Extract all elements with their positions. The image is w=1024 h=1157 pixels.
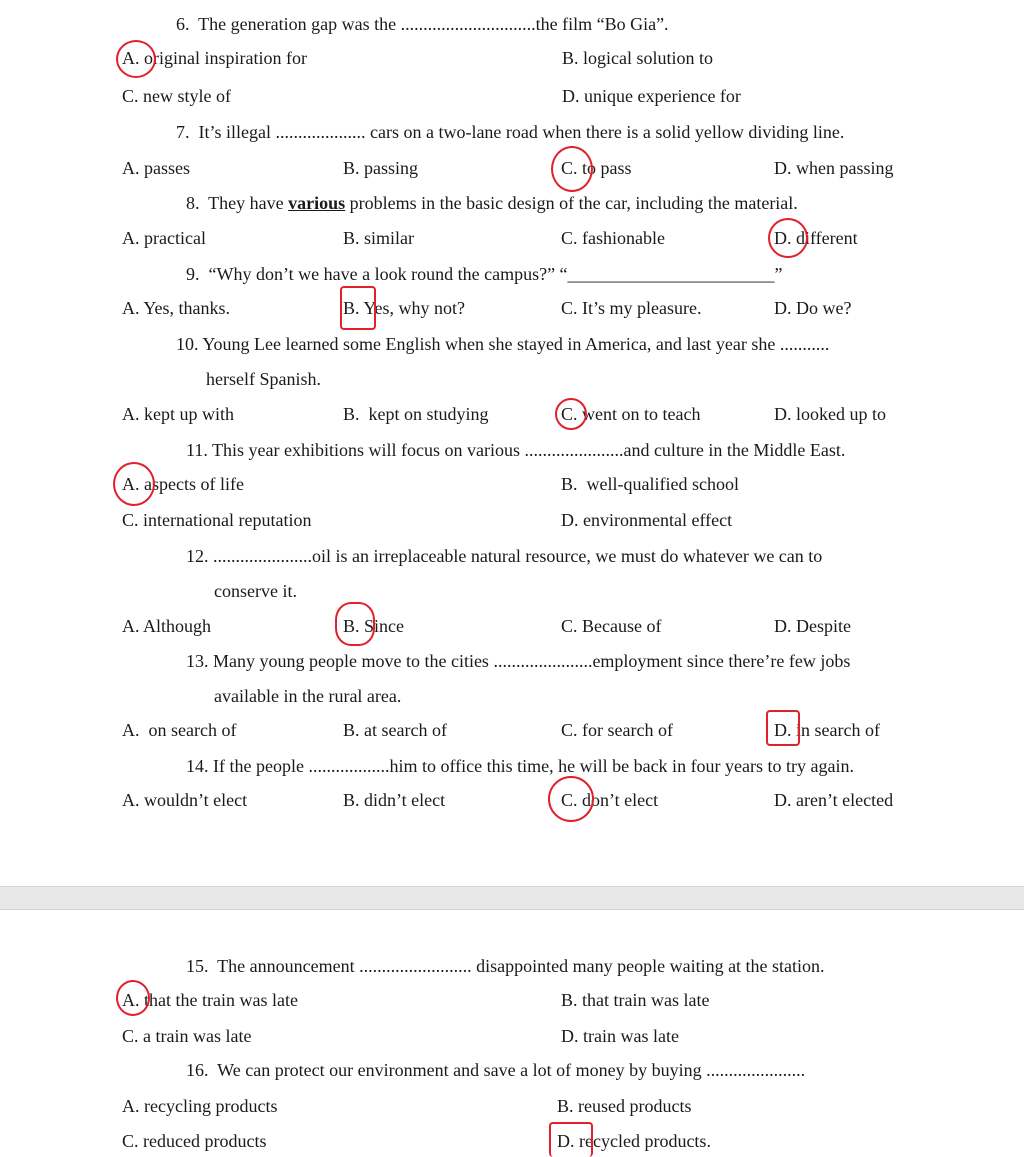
page-separator: [0, 886, 1024, 910]
question-10-stem-cont: herself Spanish.: [206, 369, 321, 389]
question-6-stem: 6. The generation gap was the ..............................the film “Bo Gia”.: [176, 14, 669, 34]
q11-option-c[interactable]: C. international reputation: [122, 510, 312, 530]
q9-option-a[interactable]: A. Yes, thanks.: [122, 298, 231, 318]
question-8-stem: [186, 193, 798, 213]
q11-option-b[interactable]: B. well-qualified school: [561, 474, 739, 494]
q10-option-d[interactable]: D. looked up to: [774, 404, 886, 424]
q12-option-b[interactable]: B. Since: [343, 616, 404, 636]
question-7-stem: 7. It’s illegal .................... cars on a two-lane road when there is a solid yellow dividing line.: [176, 122, 845, 142]
question-12-stem-cont: conserve it.: [214, 581, 297, 601]
q12-option-a[interactable]: A. Although: [122, 616, 212, 636]
q8-stem-pre: 8. They have: [186, 193, 289, 213]
q8-option-d[interactable]: D. different: [774, 228, 858, 248]
q9-option-d[interactable]: D. Do we?: [774, 298, 852, 318]
q12-option-c[interactable]: C. Because of: [561, 616, 662, 636]
q12-option-d[interactable]: D. Despite: [774, 616, 851, 636]
q8-option-a[interactable]: A. practical: [122, 228, 206, 248]
q13-option-b[interactable]: B. at search of: [343, 720, 447, 740]
q14-option-c[interactable]: C. don’t elect: [561, 790, 659, 810]
question-15-stem: 15. The announcement ......................... disappointed many people waiting at the station.: [186, 956, 825, 976]
q16-option-d[interactable]: D. recycled products.: [557, 1131, 711, 1151]
q13-option-a[interactable]: A. on search of: [122, 720, 237, 740]
question-10-stem: 10. Young Lee learned some English when she stayed in America, and last year she ...........: [176, 334, 830, 354]
q8-option-b[interactable]: B. similar: [343, 228, 414, 248]
q7-option-a[interactable]: A. passes: [122, 158, 190, 178]
q10-option-b[interactable]: B. kept on studying: [343, 404, 489, 424]
q16-option-c[interactable]: C. reduced products: [122, 1131, 267, 1151]
q9-option-c[interactable]: C. It’s my pleasure.: [561, 298, 702, 318]
q16-option-b[interactable]: B. reused products: [557, 1096, 692, 1116]
q15-option-b[interactable]: B. that train was late: [561, 990, 710, 1010]
question-13-stem-cont: available in the rural area.: [214, 686, 402, 706]
q14-option-a[interactable]: A. wouldn’t elect: [122, 790, 248, 810]
q6-option-c[interactable]: C. new style of: [122, 86, 231, 106]
question-13-stem: 13. Many young people move to the cities ......................employment since there’re few jobs: [186, 651, 851, 671]
q10-option-a[interactable]: A. kept up with: [122, 404, 234, 424]
q13-option-c[interactable]: C. for search of: [561, 720, 673, 740]
q13-option-d[interactable]: D. in search of: [774, 720, 880, 740]
q6-option-b[interactable]: B. logical solution to: [562, 48, 713, 68]
question-16-stem: 16. We can protect our environment and save a lot of money by buying ......................: [186, 1060, 806, 1080]
question-12-stem: 12. ......................oil is an irreplaceable natural resource, we must do whatever we can to: [186, 546, 823, 566]
q11-option-a[interactable]: A. aspects of life: [122, 474, 244, 494]
q15-option-c[interactable]: C. a train was late: [122, 1026, 252, 1046]
q11-option-d[interactable]: D. environmental effect: [561, 510, 733, 530]
q8-stem-post: problems in the basic design of the car, including the material.: [345, 193, 798, 213]
q14-option-b[interactable]: B. didn’t elect: [343, 790, 446, 810]
q7-option-c[interactable]: C. to pass: [561, 158, 632, 178]
q14-option-d[interactable]: D. aren’t elected: [774, 790, 894, 810]
q10-option-c[interactable]: C. went on to teach: [561, 404, 701, 424]
q8-underlined-word: various: [288, 193, 346, 213]
q6-option-a[interactable]: A. original inspiration for: [122, 48, 307, 68]
question-11-stem: 11. This year exhibitions will focus on various ......................and culture in the Middle East.: [186, 440, 846, 460]
question-9-stem: 9. “Why don’t we have a look round the campus?” “_______________________”: [186, 264, 783, 284]
q16-option-a[interactable]: A. recycling products: [122, 1096, 278, 1116]
q9-option-b[interactable]: B. Yes, why not?: [343, 298, 466, 318]
q7-option-b[interactable]: B. passing: [343, 158, 419, 178]
q7-option-d[interactable]: D. when passing: [774, 158, 894, 178]
q8-option-c[interactable]: C. fashionable: [561, 228, 665, 248]
q15-option-d[interactable]: D. train was late: [561, 1026, 679, 1046]
question-14-stem: 14. If the people ..................him to office this time, he will be back in four years to try again.: [186, 756, 855, 776]
q15-option-a[interactable]: A. that the train was late: [122, 990, 298, 1010]
q6-option-d[interactable]: D. unique experience for: [562, 86, 741, 106]
